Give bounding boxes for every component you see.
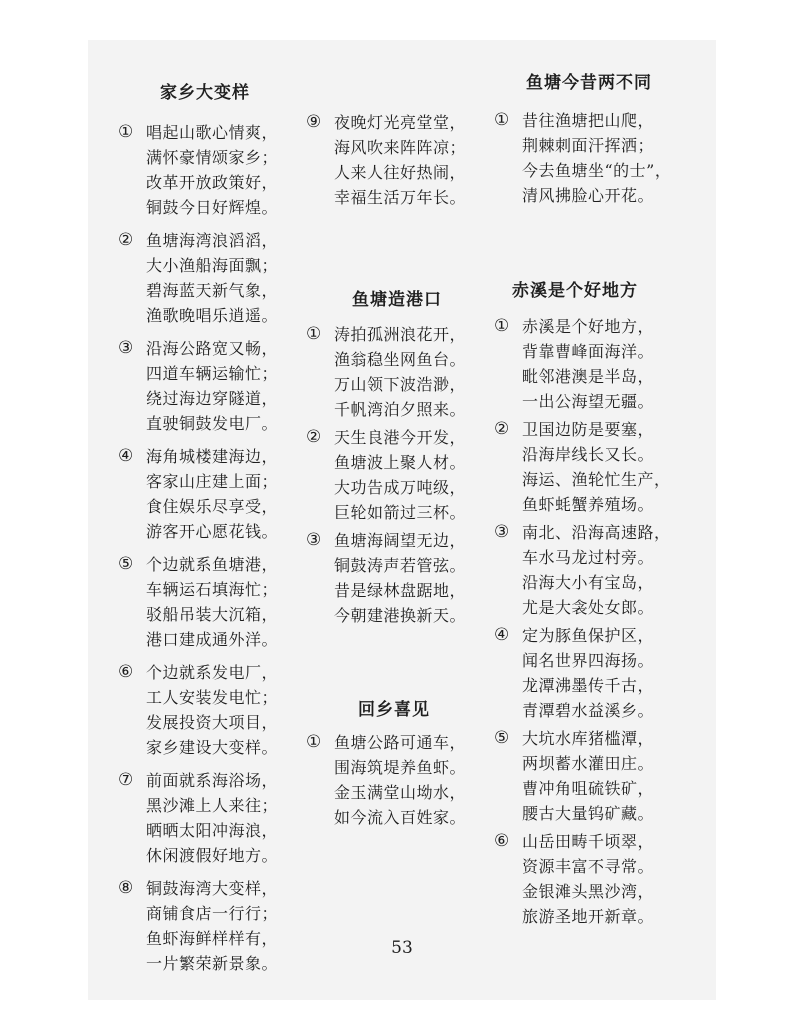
- verse-line: 海角城楼建海边，: [146, 447, 279, 466]
- verse-line: 背靠曹峰面海洋。: [522, 342, 655, 361]
- verse-line: 直驶铜鼓发电厂。: [146, 414, 279, 433]
- verse-line: 鱼虾蚝蟹养殖场。: [522, 495, 655, 514]
- verse-line: 幸福生活万年长。: [334, 188, 467, 207]
- verse-line: 满怀豪情颂家乡；: [146, 148, 279, 167]
- stanza-number: ⑦: [118, 770, 134, 790]
- verse-line: 荆棘刺面汗挥洒；: [522, 136, 655, 155]
- verse-line: 青潭碧水益溪乡。: [522, 701, 655, 720]
- verse-line: 巨轮如箭过三杯。: [334, 503, 467, 522]
- verse-line: 大功告成万吨级，: [334, 478, 467, 497]
- stanza-number: ⑥: [118, 662, 134, 682]
- verse-line: 清风拂脸心开花。: [522, 186, 655, 205]
- stanza-number: ②: [118, 230, 134, 250]
- verse-line: 卫国边防是要塞，: [522, 420, 655, 439]
- verse-line: 驳船吊装大沉箱，: [146, 605, 279, 624]
- verse-line: 渔歌晚唱乐逍遥。: [146, 306, 279, 325]
- verse-line: 沿海大小有宝岛，: [522, 573, 655, 592]
- stanza-number: ⑧: [118, 878, 134, 898]
- verse-line: 尤是大衾处女郎。: [522, 598, 655, 617]
- stanza-number: ④: [494, 625, 510, 645]
- verse-line: 海运、渔轮忙生产，: [522, 470, 671, 489]
- verse-line: 龙潭沸墨传千古，: [522, 676, 655, 695]
- verse-line: 腰古大量钨矿藏。: [522, 804, 655, 823]
- verse-line: 铜鼓涛声若管弦。: [334, 556, 467, 575]
- verse-line: 海风吹来阵阵凉；: [334, 138, 467, 157]
- verse-line: 休闲渡假好地方。: [146, 846, 279, 865]
- page-number: 53: [391, 938, 413, 958]
- stanza-number: ④: [118, 446, 134, 466]
- stanza-number: ③: [494, 522, 510, 542]
- verse-line: 客家山庄建上面；: [146, 472, 279, 491]
- verse-line: 一片繁荣新景象。: [146, 954, 279, 973]
- verse-line: 定为豚鱼保护区，: [522, 626, 655, 645]
- verse-line: 发展投资大项目，: [146, 713, 279, 732]
- verse-line: 天生良港今开发，: [334, 428, 467, 447]
- stanza-number: ⑨: [306, 112, 322, 132]
- verse-line: 黑沙滩上人来往；: [146, 796, 279, 815]
- stanza-number: ③: [118, 338, 134, 358]
- stanza-number: ①: [494, 110, 510, 130]
- stanza-number: ①: [494, 316, 510, 336]
- verse-line: 鱼虾海鲜样样有，: [146, 929, 279, 948]
- verse-line: 改革开放政策好，: [146, 173, 279, 192]
- stanza-number: ①: [306, 732, 322, 752]
- section-title: 家乡大变样: [160, 83, 250, 103]
- verse-line: 鱼塘海阔望无边，: [334, 531, 467, 550]
- verse-line: 食住娱乐尽享受，: [146, 497, 279, 516]
- section-title: 鱼塘造港口: [352, 290, 442, 310]
- verse-line: 今去鱼塘坐“的士”，: [522, 161, 672, 180]
- verse-line: 渔翁稳坐网鱼台。: [334, 350, 467, 369]
- stanza-number: ⑤: [118, 554, 134, 574]
- section-title: 回乡喜见: [358, 700, 430, 720]
- verse-line: 沿海公路宽又畅，: [146, 339, 279, 358]
- verse-line: 碧海蓝天新气象，: [146, 281, 279, 300]
- book-page: [88, 40, 716, 1000]
- stanza-number: ②: [306, 427, 322, 447]
- verse-line: 赤溪是个好地方，: [522, 317, 655, 336]
- verse-line: 个边就系鱼塘港，: [146, 555, 279, 574]
- stanza-number: ③: [306, 530, 322, 550]
- section-title: 赤溪是个好地方: [512, 281, 638, 301]
- verse-line: 涛拍孤洲浪花开，: [334, 325, 467, 344]
- verse-line: 大小渔船海面飘；: [146, 256, 279, 275]
- verse-line: 资源丰富不寻常。: [522, 857, 655, 876]
- verse-line: 晒晒太阳冲海浪，: [146, 821, 279, 840]
- verse-line: 旅游圣地开新章。: [522, 907, 655, 926]
- verse-line: 商铺食店一行行；: [146, 904, 279, 923]
- verse-line: 工人安装发电忙；: [146, 688, 279, 707]
- verse-line: 两坝蓄水灌田庄。: [522, 754, 655, 773]
- stanza-number: ⑥: [494, 831, 510, 851]
- verse-line: 唱起山歌心情爽，: [146, 123, 279, 142]
- verse-line: 铜鼓海湾大变样，: [146, 879, 279, 898]
- verse-line: 人来人往好热闹，: [334, 163, 467, 182]
- verse-line: 车水马龙过村旁。: [522, 548, 655, 567]
- stanza-number: ⑤: [494, 728, 510, 748]
- verse-line: 今朝建港换新天。: [334, 606, 467, 625]
- verse-line: 闻名世界四海扬。: [522, 651, 655, 670]
- verse-line: 昔往渔塘把山爬，: [522, 111, 655, 130]
- verse-line: 如今流入百姓家。: [334, 808, 467, 827]
- verse-line: 山岳田畴千顷翠，: [522, 832, 655, 851]
- verse-line: 毗邻港澳是半岛，: [522, 367, 655, 386]
- stanza-number: ②: [494, 419, 510, 439]
- stanza-number: ①: [306, 324, 322, 344]
- verse-line: 千帆湾泊夕照来。: [334, 400, 467, 419]
- verse-line: 家乡建设大变样。: [146, 738, 279, 757]
- verse-line: 绕过海边穿隧道，: [146, 389, 279, 408]
- verse-line: 围海筑堤养鱼虾。: [334, 758, 467, 777]
- verse-line: 游客开心愿花钱。: [146, 522, 279, 541]
- verse-line: 港口建成通外洋。: [146, 630, 279, 649]
- verse-line: 大坑水库猪槛潭，: [522, 729, 655, 748]
- verse-line: 个边就系发电厂，: [146, 663, 279, 682]
- verse-line: 沿海岸线长又长。: [522, 445, 655, 464]
- verse-line: 车辆运石填海忙；: [146, 580, 279, 599]
- verse-line: 前面就系海浴场，: [146, 771, 279, 790]
- stanza-number: ①: [118, 122, 134, 142]
- verse-line: 昔是绿林盘踞地，: [334, 581, 467, 600]
- verse-line: 鱼塘公路可通车，: [334, 733, 467, 752]
- section-title: 鱼塘今昔两不同: [526, 73, 652, 93]
- verse-line: 一出公海望无疆。: [522, 392, 655, 411]
- verse-line: 鱼塘波上聚人材。: [334, 453, 467, 472]
- verse-line: 铜鼓今日好辉煌。: [146, 198, 279, 217]
- verse-line: 鱼塘海湾浪滔滔，: [146, 231, 279, 250]
- verse-line: 曹冲角咀硫铁矿，: [522, 779, 655, 798]
- verse-line: 四道车辆运输忙；: [146, 364, 279, 383]
- verse-line: 金玉满堂山坳水，: [334, 783, 467, 802]
- verse-line: 金银滩头黑沙湾，: [522, 882, 655, 901]
- verse-line: 夜晚灯光亮堂堂，: [334, 113, 467, 132]
- verse-line: 万山领下波浩渺，: [334, 375, 467, 394]
- verse-line: 南北、沿海高速路，: [522, 523, 671, 542]
